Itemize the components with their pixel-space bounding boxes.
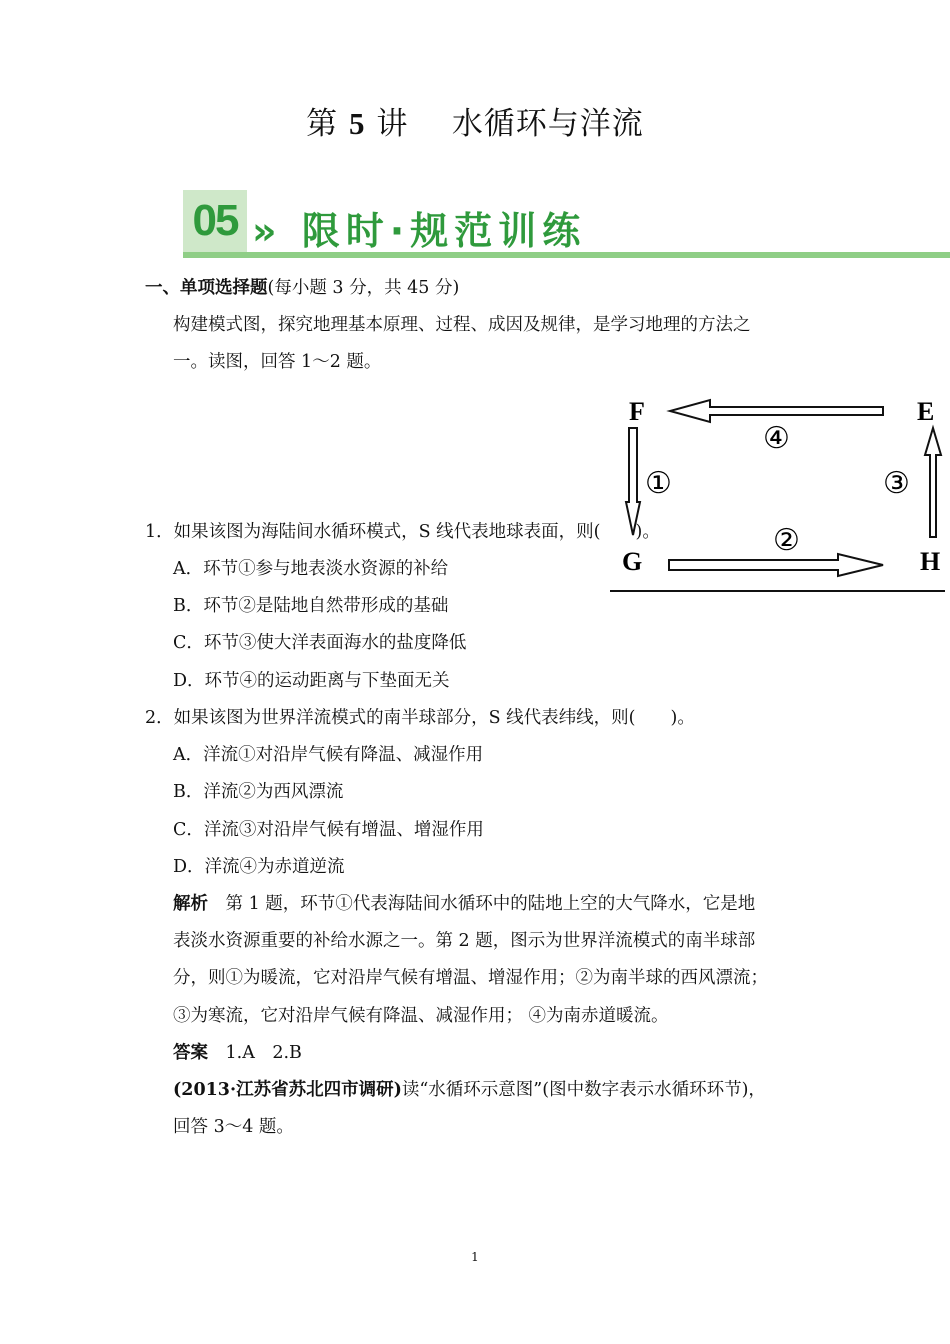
- q1-option-b: B．环节②是陆地自然带形成的基础: [173, 596, 449, 616]
- banner-badge: 05: [183, 190, 247, 252]
- intro-line-2: 一。读图，回答 1～2 题。: [173, 352, 382, 372]
- q1-option-c: C．环节③使大洋表面海水的盐度降低: [173, 633, 467, 653]
- next-intro-line-1: [173, 1080, 766, 1100]
- title-topic: 水循环与洋流: [451, 106, 644, 142]
- q2-option-d: D．洋流④为赤道逆流: [173, 857, 345, 877]
- section-note: (每小题 3 分，共 45 分): [267, 278, 460, 298]
- q2-option-c: C．洋流③对沿岸气候有增温、增湿作用: [173, 820, 484, 840]
- answer-label: 答案: [173, 1043, 208, 1063]
- q2-option-b: B．洋流②为西风漂流: [173, 782, 344, 802]
- label-h: H: [920, 547, 941, 576]
- analysis-line-3: 分，则①为暖流，它对沿岸气候有增温、增湿作用；②为南半球的西风漂流；: [173, 968, 768, 988]
- answer-line: [173, 1043, 302, 1063]
- label-e: E: [917, 397, 935, 426]
- number-3: ③: [883, 466, 910, 501]
- title-number: 5: [349, 106, 366, 141]
- label-g: G: [622, 547, 643, 576]
- section-heading: [145, 278, 459, 298]
- question-2-stem: 2．如果该图为世界洋流模式的南半球部分，S 线代表纬线，则( )。: [145, 708, 695, 728]
- analysis-label: 解析: [173, 894, 208, 914]
- number-4: ④: [763, 421, 790, 456]
- arrow-1: [626, 428, 640, 535]
- label-f: F: [629, 397, 645, 426]
- q1-option-a: A．环节①参与地表淡水资源的补给: [173, 559, 449, 579]
- analysis-line-1: [173, 894, 755, 914]
- next-intro-line-2: 回答 3～4 题。: [173, 1117, 294, 1137]
- banner-text: » 限时·规范训练: [252, 209, 587, 253]
- answer-text: 1.A 2.B: [208, 1043, 302, 1063]
- section-title: 一、单项选择题: [145, 278, 268, 298]
- arrow-3: [925, 428, 941, 537]
- number-1: ①: [645, 466, 672, 501]
- intro-line-1: 构建模式图，探究地理基本原理、过程、成因及规律，是学习地理的方法之: [173, 315, 751, 335]
- page-title: [0, 98, 950, 143]
- question-1-stem: 1．如果该图为海陆间水循环模式，S 线代表地球表面，则( )。: [145, 522, 660, 542]
- page-number: 1: [471, 1250, 479, 1264]
- q2-option-a: A．洋流①对沿岸气候有降温、减湿作用: [173, 745, 484, 765]
- analysis-line-4: ③为寒流，它对沿岸气候有降温、减湿作用； ④为南赤道暖流。: [173, 1006, 669, 1026]
- analysis-text-1: 第 1 题，环节①代表海陆间水循环中的陆地上空的大气降水，它是地: [208, 894, 756, 914]
- number-2: ②: [773, 523, 800, 558]
- title-suffix: 讲: [376, 106, 409, 142]
- analysis-line-2: 表淡水资源重要的补给水源之一。第 2 题，图示为世界洋流模式的南半球部: [173, 931, 756, 951]
- arrow-4: [670, 400, 883, 422]
- q1-option-d: D．环节④的运动距离与下垫面无关: [173, 671, 450, 691]
- title-prefix: 第: [306, 106, 339, 142]
- water-cycle-diagram: [600, 390, 950, 605]
- next-text: 读“水循环示意图”(图中数字表示水循环环节)，: [401, 1080, 766, 1100]
- next-source: (2013·江苏省苏北四市调研): [173, 1080, 402, 1100]
